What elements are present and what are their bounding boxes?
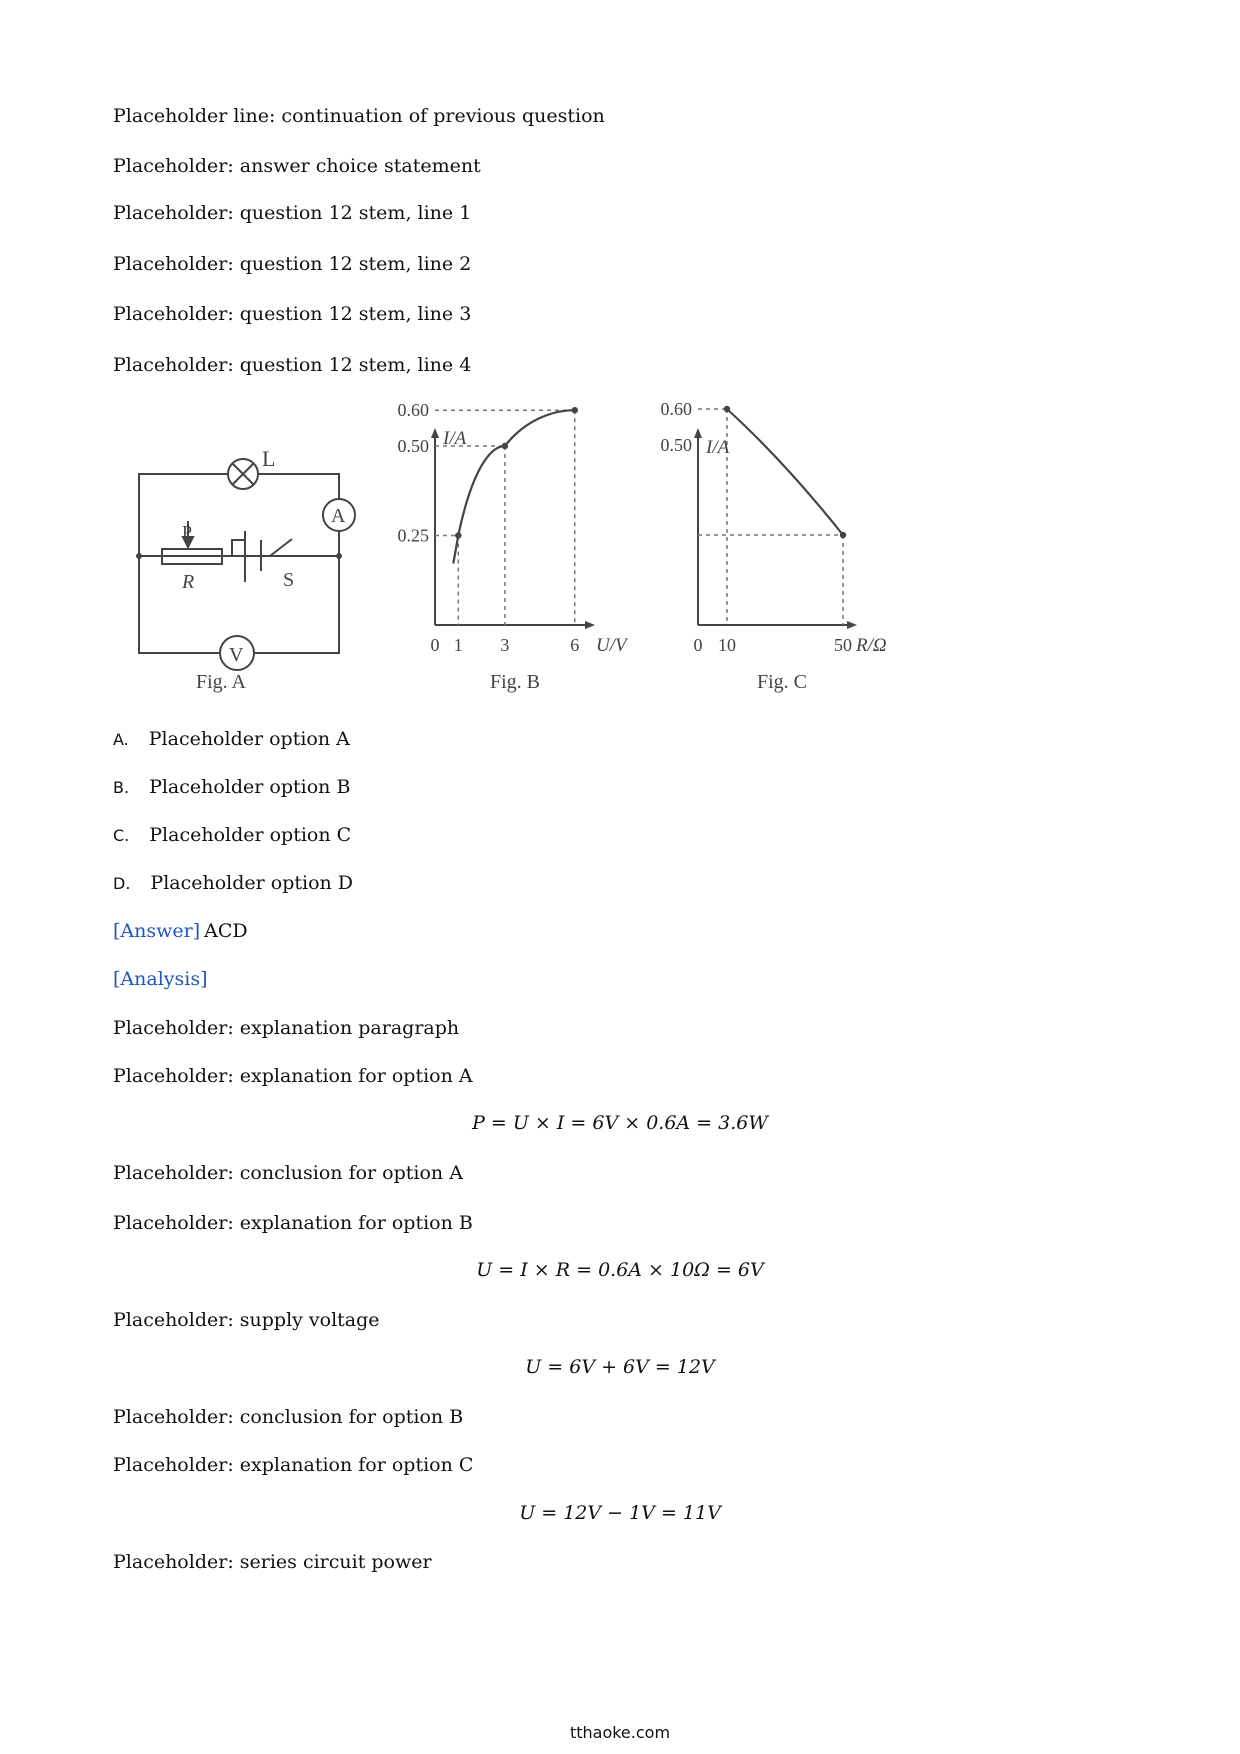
text-line: Placeholder: answer choice statement (113, 155, 481, 177)
figure-caption: Fig. C (756, 671, 808, 693)
explain-text: Placeholder: conclusion for option B (113, 1406, 464, 1428)
x-tick-label: 0 (430, 635, 440, 655)
answer-value: ACD (204, 920, 248, 942)
option-key: A. (113, 730, 129, 749)
ammeter-label: A (331, 505, 346, 527)
x-tick-label: 6 (570, 635, 580, 655)
text-line: Placeholder line: continuation of previous question (113, 105, 605, 127)
y-tick-label: 0.50 (660, 435, 692, 455)
data-point (455, 532, 461, 538)
explain-text: Placeholder: explanation for option A (113, 1065, 473, 1087)
data-point (572, 407, 578, 413)
analysis-tag: [Analysis] (113, 968, 208, 990)
explain-text: Placeholder: explanation for option C (113, 1454, 474, 1476)
explain-text: Placeholder: explanation for option B (113, 1212, 473, 1234)
option-c (113, 824, 351, 846)
x-tick-label: 3 (500, 635, 510, 655)
figure-panel (0, 399, 1240, 710)
figure-caption: Fig. B (489, 671, 541, 693)
graph-bing (661, 399, 887, 693)
y-tick-label: 0.50 (397, 436, 429, 456)
y-tick-label: 0.60 (397, 400, 429, 421)
question-text: Placeholder: question 12 stem, line 1 (113, 202, 472, 224)
option-d (113, 872, 353, 894)
option-text: Placeholder option C (149, 824, 352, 846)
question-text: Placeholder: question 12 stem, line 4 (113, 354, 472, 376)
x-axis-label: R/Ω (856, 635, 887, 656)
lamp-label: L (262, 446, 276, 471)
x-tick-label: 0 (693, 635, 703, 655)
formula: U = 6V + 6V = 12V (525, 1356, 715, 1378)
formula: U = I × R = 0.6A × 10Ω = 6V (476, 1259, 764, 1281)
answer-tag: [Answer] (113, 920, 201, 942)
y-tick-label: 0.60 (660, 399, 692, 419)
voltmeter-label: V (229, 644, 244, 666)
data-point (724, 406, 730, 412)
x-tick-label: 50 (834, 635, 852, 655)
explain-text: Placeholder: supply voltage (113, 1309, 380, 1331)
formula: U = 12V − 1V = 11V (519, 1502, 721, 1524)
y-axis-label: I/A (443, 428, 467, 449)
option-text: Placeholder option B (149, 776, 351, 798)
data-point (502, 443, 508, 449)
switch-label: S (283, 569, 295, 591)
explain-text: Placeholder: conclusion for option A (113, 1162, 463, 1184)
explain-text: Placeholder: series circuit power (113, 1551, 432, 1573)
x-tick-label: 10 (718, 635, 736, 655)
question-text: Placeholder: question 12 stem, line 3 (113, 303, 472, 325)
option-b (113, 776, 350, 798)
option-a (113, 728, 350, 750)
footer-text: tthaoke.com (569, 1723, 671, 1742)
y-tick-label: 0.25 (397, 525, 429, 546)
question-text: Placeholder: question 12 stem, line 2 (113, 253, 472, 275)
option-text: Placeholder option A (148, 728, 350, 750)
graph-yi (398, 400, 630, 693)
resistor-label: R (182, 571, 195, 593)
option-key: C. (113, 826, 130, 845)
option-key: D. (113, 874, 131, 893)
y-axis-label: I/A (706, 437, 730, 458)
formula: P = U × I = 6V × 0.6A = 3.6W (472, 1112, 768, 1134)
x-axis-label: U/V (596, 635, 627, 656)
circuit-diagram (139, 459, 355, 670)
option-key: B. (113, 778, 130, 797)
answer-row (113, 920, 248, 942)
option-text: Placeholder option D (150, 872, 354, 894)
slider-label: P (182, 522, 193, 542)
x-tick-label: 1 (453, 635, 463, 655)
figure-caption: Fig. A (195, 671, 247, 693)
explain-text: Placeholder: explanation paragraph (113, 1017, 460, 1039)
data-point (840, 532, 846, 538)
